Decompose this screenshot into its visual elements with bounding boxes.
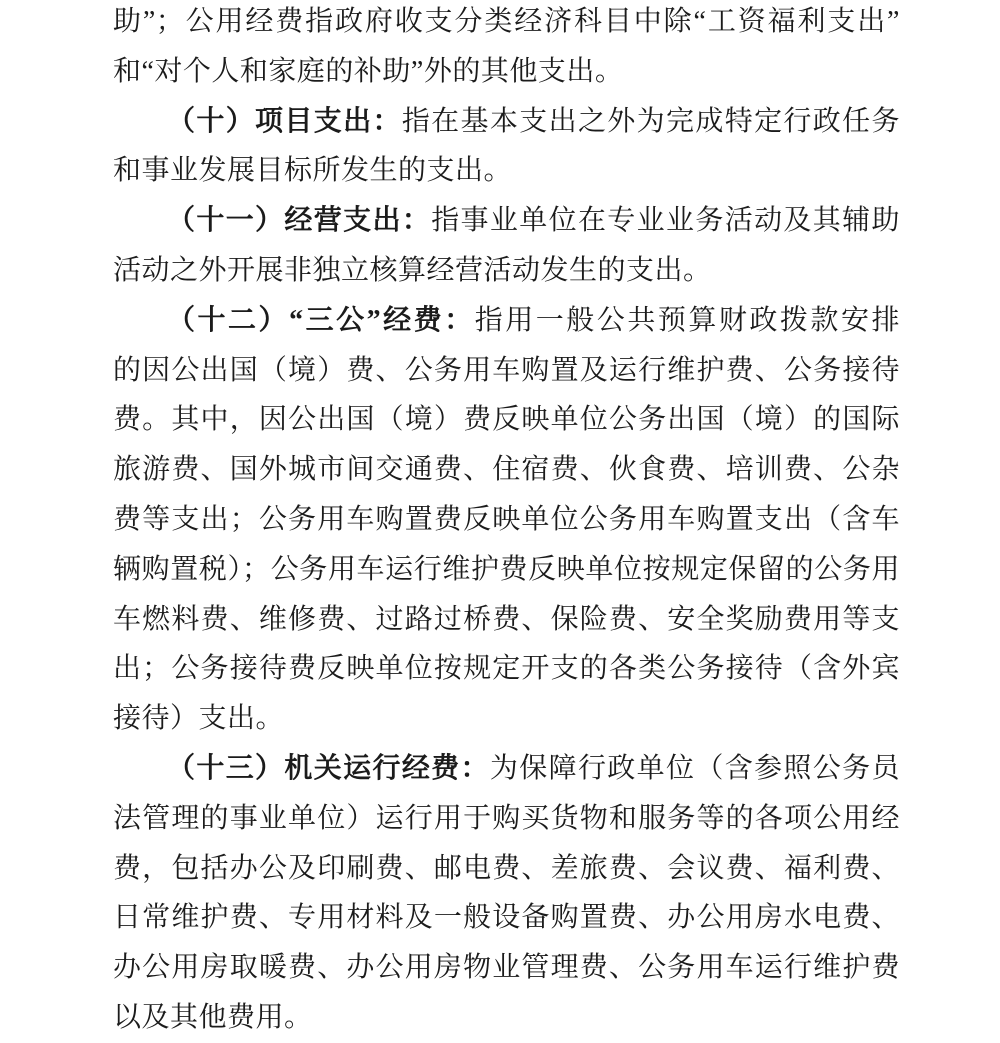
- body-text: 指事业单位在专业业务活动及其辅助: [431, 205, 900, 237]
- text-line: [113, 395, 900, 445]
- text-line: [113, 744, 900, 794]
- term-heading: （十三）机关运行经费：: [167, 752, 490, 784]
- term-heading: （十一）经营支出：: [167, 205, 432, 237]
- body-text: 活动之外开展非独立核算经营活动发生的支出。: [113, 254, 712, 286]
- text-line: [113, 0, 900, 47]
- body-text: 办公用房取暖费、办公用房物业管理费、公务用车运行维护费: [113, 952, 900, 984]
- text-line: [113, 794, 900, 844]
- text-line: [113, 993, 900, 1043]
- body-text: 和“对个人和家庭的补助”外的其他支出。: [113, 55, 624, 87]
- body-text: 出；公务接待费反映单位按规定开支的各类公务接待（含外宾: [113, 653, 900, 685]
- text-line: [113, 893, 900, 943]
- text-line: [113, 495, 900, 545]
- body-text: 法管理的事业单位）运行用于购买货物和服务等的各项公用经: [113, 802, 900, 834]
- text-line: [113, 644, 900, 694]
- body-text: 车燃料费、维修费、过路过桥费、保险费、安全奖励费用等支: [113, 603, 900, 635]
- body-text: 指用一般公共预算财政拨款安排: [474, 304, 900, 336]
- body-text: 日常维护费、专用材料及一般设备购置费、办公用房水电费、: [113, 902, 900, 934]
- body-text: 辆购置税）；公务用车运行维护费反映单位按规定保留的公务用: [113, 553, 900, 585]
- body-text: 费。其中，因公出国（境）费反映单位公务出国（境）的国际: [113, 404, 900, 436]
- text-line: [113, 196, 900, 246]
- body-text: 为保障行政单位（含参照公务员: [489, 752, 900, 784]
- text-line: [113, 47, 900, 97]
- term-heading: （十二）“三公”经费：: [167, 304, 475, 336]
- text-line: [113, 694, 900, 744]
- body-text: 费，包括办公及印刷费、邮电费、差旅费、会议费、福利费、: [113, 852, 900, 884]
- body-text: 的因公出国（境）费、公务用车购置及运行维护费、公务接待: [113, 354, 900, 386]
- text-line: [113, 844, 900, 894]
- text-line: [113, 445, 900, 495]
- body-text: 助”；公用经费指政府收支分类经济科目中除“工资福利支出”: [113, 6, 900, 37]
- body-text: 费等支出；公务用车购置费反映单位公务用车购置支出（含车: [113, 503, 900, 535]
- text-line: [113, 595, 900, 645]
- text-line: [113, 296, 900, 346]
- term-heading: （十）项目支出：: [167, 105, 402, 137]
- text-line: [113, 97, 900, 147]
- text-line: [113, 346, 900, 396]
- text-line: [113, 246, 900, 296]
- body-text: 旅游费、国外城市间交通费、住宿费、伙食费、培训费、公杂: [113, 454, 900, 486]
- body-text: 指在基本支出之外为完成特定行政任务: [401, 105, 900, 137]
- text-line: [113, 146, 900, 196]
- document-text-block: [113, 0, 900, 1043]
- text-line: [113, 943, 900, 993]
- body-text: 和事业发展目标所发生的支出。: [113, 155, 513, 187]
- text-line: [113, 545, 900, 595]
- body-text: 以及其他费用。: [113, 1001, 313, 1033]
- body-text: 接待）支出。: [113, 703, 285, 735]
